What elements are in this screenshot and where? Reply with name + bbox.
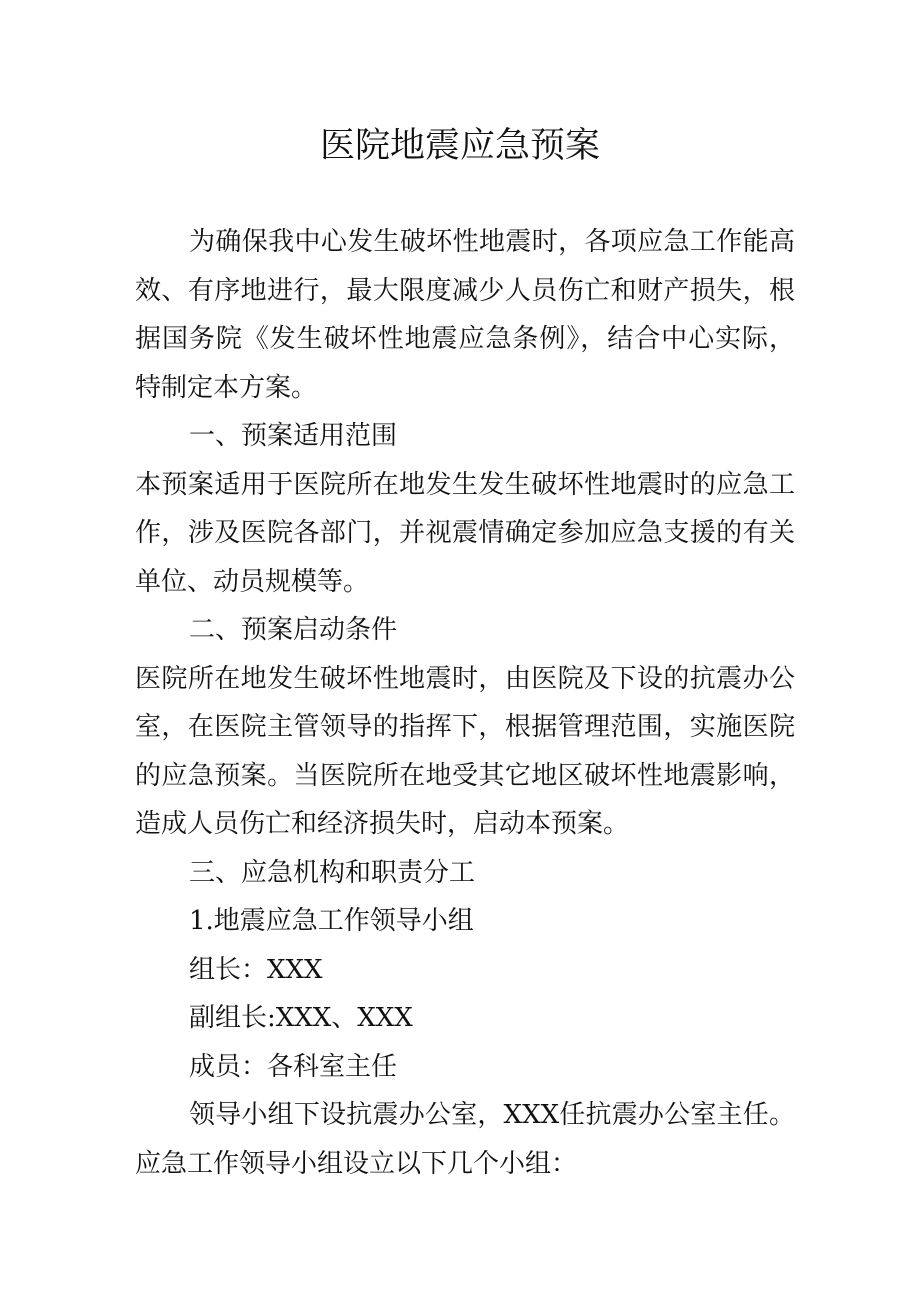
subsection-heading-leadership: 1.地震应急工作领导小组 bbox=[189, 906, 474, 936]
deputy-leader-line: 副组长:XXX、XXX bbox=[189, 1003, 413, 1033]
document-body bbox=[135, 218, 795, 1188]
members-line: 成员：各科室主任 bbox=[189, 1051, 398, 1082]
section-heading-organization: 三、应急机构和职责分工 bbox=[189, 857, 476, 888]
intro-paragraph: 为确保我中心发生破坏性地震时，各项应急工作能高效、有序地进行，最大限度减少人员伤亡和财产损失，根据国务院《发生破坏性地震应急条例》，结合中心实际，特制定本方案。 bbox=[135, 227, 795, 403]
office-paragraph: 领导小组下设抗震办公室，XXX任抗震办公室主任。应急工作领导小组设立以下几个小组： bbox=[135, 1100, 795, 1179]
document-title: 医院地震应急预案 bbox=[319, 126, 600, 166]
activation-paragraph: 医院所在地发生破坏性地震时，由医院及下设的抗震办公室，在医院主管领导的指挥下，根据管理范围，实施医院的应急预案。当医院所在地受其它地区破坏性地震影响，造成人员伤亡和经济损失时，启动本预案。 bbox=[135, 663, 795, 839]
section-heading-activation: 二、预案启动条件 bbox=[189, 615, 398, 645]
group-leader-line: 组长：XXX bbox=[189, 954, 323, 985]
section-heading-scope: 一、预案适用范围 bbox=[189, 421, 398, 451]
scope-paragraph: 本预案适用于医院所在地发生发生破坏性地震时的应急工作，涉及医院各部门，并视震情确定参加应急支援的有关单位、动员规模等。 bbox=[135, 469, 795, 597]
